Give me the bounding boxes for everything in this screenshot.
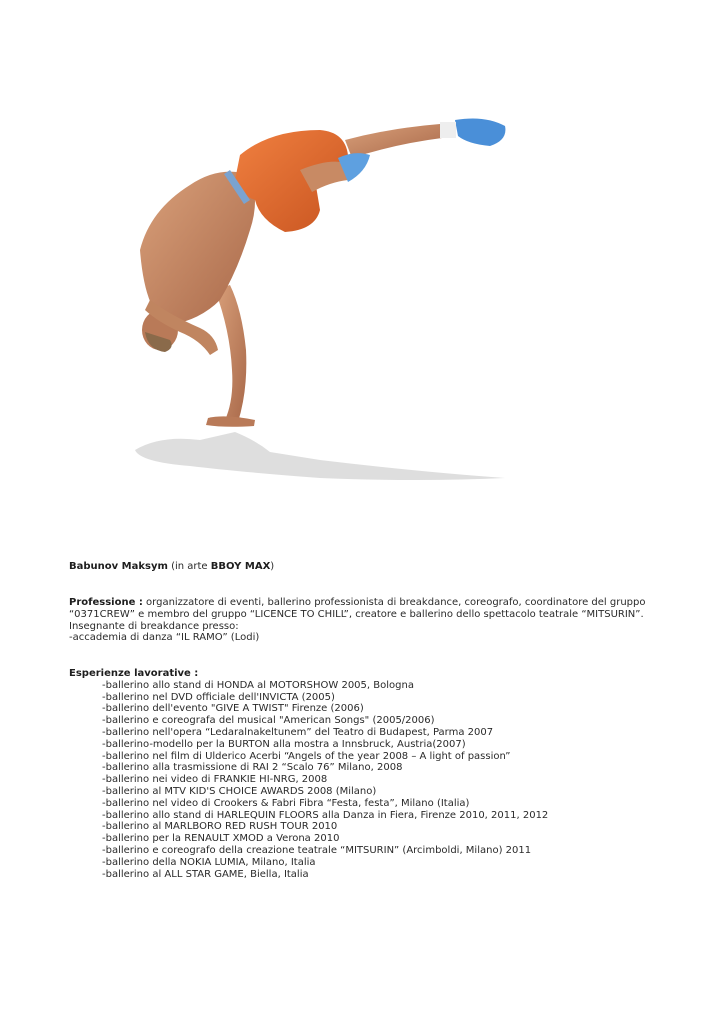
- experience-item: -ballerino nei video di FRANKIE HI-NRG, 2008: [102, 774, 328, 786]
- sock: [440, 122, 456, 138]
- extended-leg: [345, 124, 442, 158]
- profession-text: organizzatore di eventi, ballerino professionista di breakdance, coreografo, coordinatore del gruppo “0371CREW” e membro del gruppo “LICENCE TO CHILL”, creatore e ballerino dello spettacolo teatrale “MITSURIN”.: [69, 597, 646, 620]
- profession-paragraph: [69, 597, 669, 621]
- experience-item: -ballerino alla trasmissione di RAI 2 “Scalo 76” Milano, 2008: [102, 762, 403, 774]
- name-connector: (in arte: [167, 561, 211, 572]
- experience-item: -ballerino e coreografa del musical "American Songs" (2005/2006): [102, 715, 435, 727]
- breakdancer-photo: [120, 100, 520, 490]
- experience-item: -ballerino al MARLBORO RED RUSH TOUR 2010: [102, 821, 338, 833]
- support-arm: [215, 285, 246, 422]
- extended-shoe: [455, 118, 505, 146]
- torso: [140, 172, 255, 325]
- profession-label: Professione :: [69, 597, 143, 608]
- experience-item: -ballerino allo stand di HARLEQUIN FLOORS alla Danza in Fiera, Firenze 2010, 2011, 2012: [102, 809, 549, 821]
- experience-item: -ballerino al ALL STAR GAME, Biella, Italia: [102, 868, 309, 880]
- experience-item: -ballerino e coreografo della creazione teatrale “MITSURIN” (Arcimboldi, Milano) 2011: [102, 844, 532, 856]
- hand: [206, 416, 255, 426]
- experiences-section: [69, 668, 669, 880]
- experience-item: -ballerino-modello per la BURTON alla mostra a Innsbruck, Austria(2007): [102, 738, 466, 750]
- name-close: ): [270, 561, 275, 572]
- experience-item: -ballerino nell'opera “Ledaralnakeltunem” del Teatro di Budapest, Parma 2007: [102, 726, 494, 738]
- experience-item: -ballerino al MTV KID'S CHOICE AWARDS 2008 (Milano): [102, 785, 377, 797]
- experience-item: -ballerino nel film di Ulderico Acerbi “Angels of the year 2008 – A light of passion”: [102, 750, 511, 762]
- experience-item: -ballerino per la RENAULT XMOD a Verona 2010: [102, 833, 340, 845]
- name-line: [69, 561, 669, 573]
- stage-name: BBOY MAX: [210, 561, 271, 572]
- experience-item: -ballerino allo stand di HONDA al MOTORSHOW 2005, Bologna: [102, 679, 414, 691]
- academy-line: -accademia di danza “IL RAMO” (Lodi): [69, 632, 260, 644]
- person-name: Babunov Maksym: [69, 561, 168, 572]
- experience-item: -ballerino nel DVD officiale dell'INVICTA (2005): [102, 691, 335, 703]
- experience-item: -ballerino dell'evento "GIVE A TWIST" Firenze (2006): [102, 703, 364, 715]
- experience-item: -ballerino nel video di Crookers & Fabri Fibra “Festa, festa”, Milano (Italia): [102, 797, 470, 809]
- experience-item: -ballerino della NOKIA LUMIA, Milano, Italia: [102, 856, 316, 868]
- experiences-label: Esperienze lavorative :: [69, 668, 199, 679]
- experiences-list: [69, 680, 669, 881]
- floor-shadow: [135, 432, 505, 480]
- teacher-line: Insegnante di breakdance presso:: [69, 620, 239, 632]
- profession-section: [69, 597, 669, 644]
